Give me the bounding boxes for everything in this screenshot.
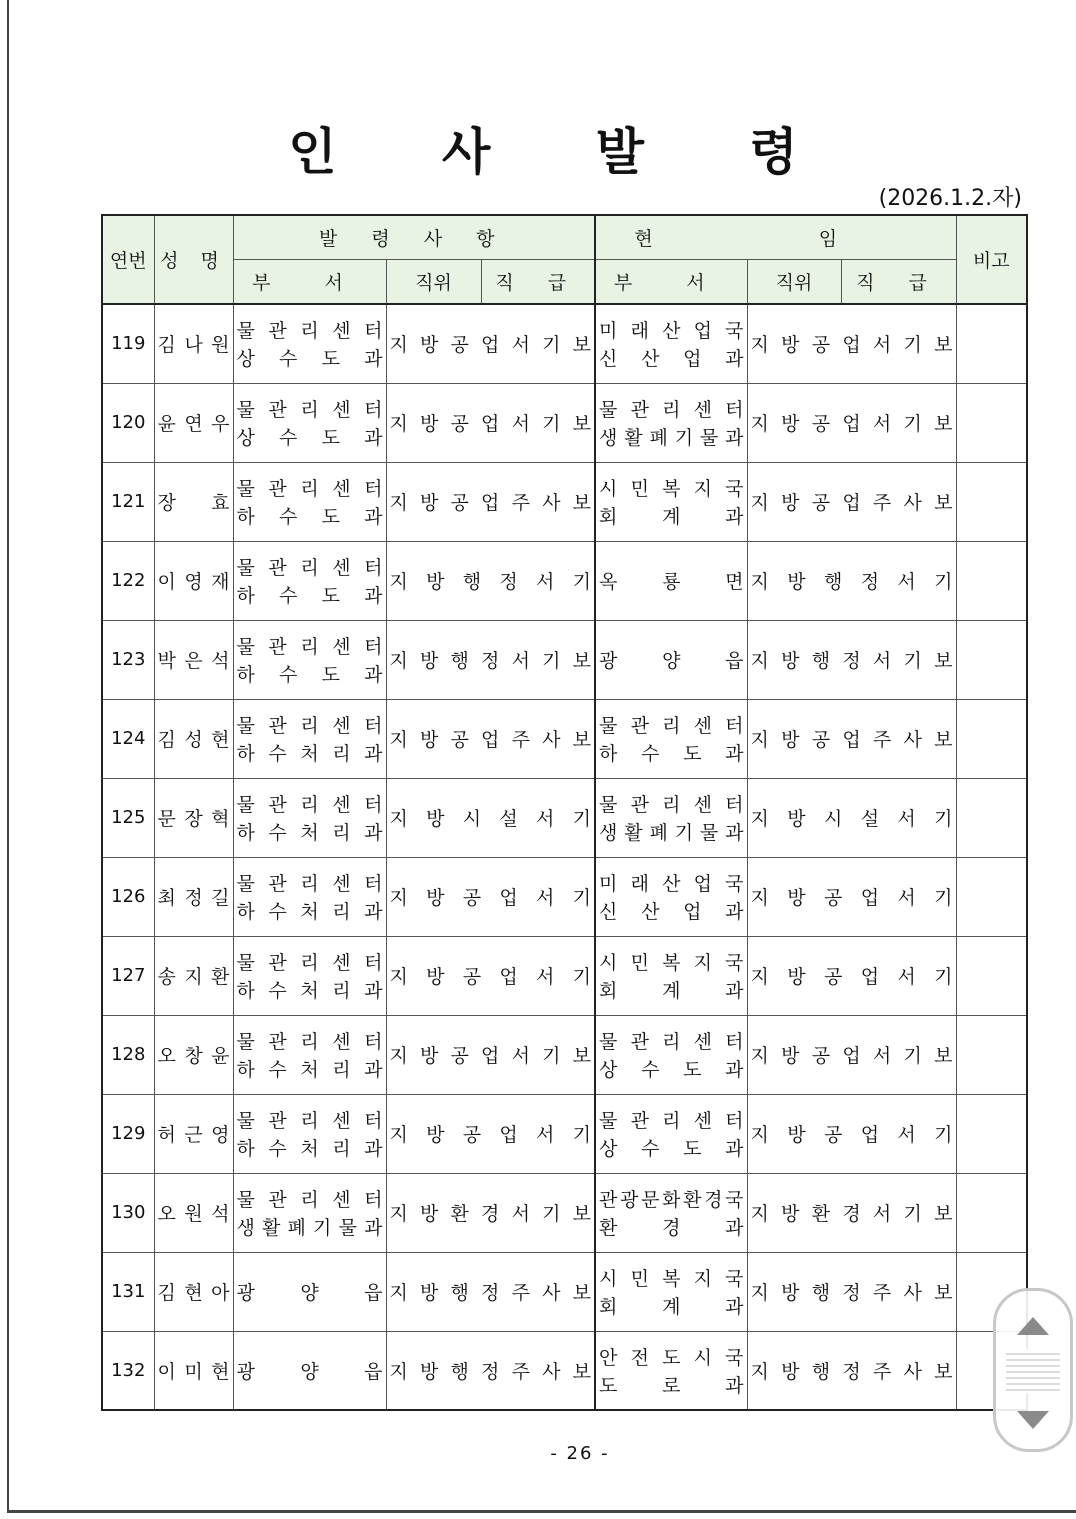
grade-cell [386, 1094, 595, 1173]
distributed-text: 최 정 길 [157, 887, 230, 909]
row-number: 130 [102, 1173, 154, 1252]
table-row [102, 857, 1027, 936]
person-name [154, 1173, 233, 1252]
distributed-text: 지 방 행 정 서 기 보 [750, 650, 953, 672]
header-remarks: 비고 [956, 215, 1027, 304]
distributed-text: 허 근 영 [157, 1124, 230, 1146]
row-number: 132 [102, 1331, 154, 1410]
table-row [102, 620, 1027, 699]
distributed-text: 박 은 석 [157, 650, 230, 672]
distributed-text: 지 방 공 업 서 기 보 [750, 413, 953, 435]
table-row [102, 462, 1027, 541]
person-name [154, 304, 233, 383]
grade-cell [747, 857, 956, 936]
distributed-text: 지 방 공 업 서 기 보 [389, 1045, 591, 1067]
distributed-text: 하 수 도 과 [236, 506, 383, 528]
row-number: 129 [102, 1094, 154, 1173]
distributed-text: 하 수 처 리 과 [236, 980, 383, 1002]
dept-cell [233, 857, 386, 936]
distributed-text: 지 방 공 업 서 기 [750, 966, 953, 988]
table-row [102, 1252, 1027, 1331]
grade-cell [386, 1173, 595, 1252]
distributed-text: 지 방 공 업 서 기 [389, 887, 591, 909]
distributed-text: 회 계 과 [599, 980, 744, 1002]
dept-cell [233, 620, 386, 699]
distributed-text: 물 관 리 센 터 [599, 1110, 744, 1132]
distributed-text: 광 양 읍 [236, 1282, 383, 1304]
table-row [102, 1015, 1027, 1094]
distributed-text: 송 지 환 [157, 966, 230, 988]
person-name [154, 936, 233, 1015]
grade-cell [386, 462, 595, 541]
remarks-cell [956, 699, 1027, 778]
grade-cell [386, 1015, 595, 1094]
remarks-cell [956, 541, 1027, 620]
distributed-text: 지 방 시 설 서 기 [750, 808, 953, 830]
header-appointment: 발 령 사 항 [233, 215, 595, 260]
distributed-text: 지 방 행 정 서 기 [389, 571, 591, 593]
grade-cell [747, 778, 956, 857]
distributed-text: 안 전 도 시 국 [599, 1346, 744, 1369]
distributed-text: 물 관 리 센 터 [599, 399, 744, 421]
header-new-position: 직위 [386, 260, 481, 305]
grade-cell [747, 1173, 956, 1252]
distributed-text: 관 광 문 화 환 경 국 [599, 1189, 744, 1211]
distributed-text: 물 관 리 센 터 [599, 794, 744, 816]
distributed-text: 상 수 도 과 [599, 1059, 744, 1081]
person-name [154, 699, 233, 778]
distributed-text: 신 산 업 과 [599, 901, 744, 923]
scroll-grip[interactable] [1006, 1349, 1060, 1393]
grade-cell [747, 541, 956, 620]
row-number: 119 [102, 304, 154, 383]
dept-cell [595, 620, 747, 699]
grade-cell [747, 936, 956, 1015]
distributed-text: 이 미 현 [157, 1360, 230, 1383]
distributed-text: 옥 룡 면 [599, 571, 744, 593]
person-name [154, 1331, 233, 1410]
distributed-text: 물 관 리 센 터 [236, 1110, 383, 1132]
distributed-text: 김 현 아 [157, 1282, 230, 1304]
distributed-text: 지 방 공 업 서 기 [750, 887, 953, 909]
distributed-text: 지 방 공 업 서 기 보 [389, 334, 591, 357]
dept-cell [595, 1331, 747, 1410]
person-name [154, 857, 233, 936]
remarks-cell [956, 383, 1027, 462]
distributed-text: 상 수 도 과 [236, 348, 383, 371]
dept-cell [233, 462, 386, 541]
row-number: 123 [102, 620, 154, 699]
distributed-text: 지 방 공 업 서 기 [389, 1124, 591, 1146]
distributed-text: 하 수 처 리 과 [236, 901, 383, 923]
grade-cell [386, 1252, 595, 1331]
remarks-cell [956, 1094, 1027, 1173]
grade-cell [747, 1252, 956, 1331]
person-name [154, 541, 233, 620]
distributed-text: 물 관 리 센 터 [236, 399, 383, 421]
table-row [102, 778, 1027, 857]
grade-cell [747, 304, 956, 383]
distributed-text: 물 관 리 센 터 [236, 952, 383, 974]
distributed-text: 시 민 복 지 국 [599, 478, 744, 500]
header-cur-grade: 직 급 [841, 260, 956, 305]
distributed-text: 물 관 리 센 터 [236, 794, 383, 816]
header-current: 현 임 [595, 215, 956, 260]
distributed-text: 물 관 리 센 터 [236, 320, 383, 343]
table-row [102, 1094, 1027, 1173]
distributed-text: 지 방 시 설 서 기 [389, 808, 591, 830]
distributed-text: 회 계 과 [599, 506, 744, 528]
dept-cell [595, 857, 747, 936]
dept-cell [595, 1252, 747, 1331]
person-name [154, 620, 233, 699]
distributed-text: 미 래 산 업 국 [599, 873, 744, 895]
dept-cell [233, 1015, 386, 1094]
distributed-text: 물 관 리 센 터 [236, 1031, 383, 1053]
grade-cell [386, 778, 595, 857]
grade-cell [386, 1331, 595, 1410]
distributed-text: 지 방 공 업 주 사 보 [389, 729, 591, 751]
dept-cell [233, 383, 386, 462]
dept-cell [595, 1015, 747, 1094]
distributed-text: 시 민 복 지 국 [599, 1268, 744, 1290]
grade-cell [386, 383, 595, 462]
distributed-text: 생 활 폐 기 물 과 [599, 427, 744, 449]
table-row [102, 699, 1027, 778]
row-number: 122 [102, 541, 154, 620]
remarks-cell [956, 936, 1027, 1015]
remarks-cell [956, 1015, 1027, 1094]
dept-cell [233, 1094, 386, 1173]
distributed-text: 미 래 산 업 국 [599, 320, 744, 343]
row-number: 120 [102, 383, 154, 462]
remarks-cell [956, 304, 1027, 383]
distributed-text: 지 방 행 정 주 사 보 [750, 1282, 953, 1304]
distributed-text: 하 수 처 리 과 [236, 822, 383, 844]
distributed-text: 지 방 행 정 주 사 보 [389, 1360, 591, 1383]
distributed-text: 지 방 환 경 서 기 보 [389, 1203, 591, 1225]
issue-date: (2026.1.2.자) [878, 186, 1022, 211]
distributed-text: 지 방 공 업 서 기 보 [750, 334, 953, 357]
distributed-text: 문 장 혁 [157, 808, 230, 830]
header-name: 성 명 [154, 215, 233, 304]
person-name [154, 383, 233, 462]
distributed-text: 회 계 과 [599, 1296, 744, 1318]
dept-cell [595, 383, 747, 462]
remarks-cell [956, 1173, 1027, 1252]
distributed-text: 도 로 과 [599, 1374, 744, 1397]
page-border [7, 1510, 1076, 1513]
row-number: 124 [102, 699, 154, 778]
dept-cell [595, 1094, 747, 1173]
page-number: - 26 - [550, 1443, 610, 1464]
dept-cell [595, 462, 747, 541]
distributed-text: 하 수 도 과 [236, 585, 383, 607]
distributed-text: 신 산 업 과 [599, 348, 744, 371]
distributed-text: 김 나 원 [157, 334, 230, 357]
distributed-text: 이 영 재 [157, 571, 230, 593]
dept-cell [595, 936, 747, 1015]
distributed-text: 물 관 리 센 터 [236, 715, 383, 737]
grade-cell [747, 462, 956, 541]
distributed-text: 오 창 윤 [157, 1045, 230, 1067]
distributed-text: 광 양 읍 [599, 650, 744, 672]
dept-cell [233, 936, 386, 1015]
distributed-text: 물 관 리 센 터 [236, 636, 383, 658]
distributed-text: 지 방 공 업 서 기 보 [389, 413, 591, 435]
distributed-text: 물 관 리 센 터 [599, 1031, 744, 1053]
remarks-cell [956, 857, 1027, 936]
distributed-text: 지 방 행 정 서 기 [750, 571, 953, 593]
table-row [102, 541, 1027, 620]
grade-cell [386, 936, 595, 1015]
distributed-text: 생 활 폐 기 물 과 [599, 822, 744, 844]
distributed-text: 지 방 공 업 주 사 보 [389, 492, 591, 514]
distributed-text: 하 수 도 과 [599, 743, 744, 765]
grade-cell [386, 620, 595, 699]
dept-cell [595, 699, 747, 778]
arrow-down-icon[interactable] [1017, 1411, 1049, 1429]
row-number: 127 [102, 936, 154, 1015]
grade-cell [386, 699, 595, 778]
header-num: 연번 [102, 215, 154, 304]
personnel-table [101, 214, 1028, 1411]
distributed-text: 물 관 리 센 터 [599, 715, 744, 737]
table-row [102, 304, 1027, 383]
person-name [154, 1252, 233, 1331]
grade-cell [747, 1331, 956, 1410]
distributed-text: 물 관 리 센 터 [236, 1189, 383, 1211]
grade-cell [747, 1094, 956, 1173]
grade-cell [386, 541, 595, 620]
distributed-text: 윤 연 우 [157, 413, 230, 435]
distributed-text: 지 방 공 업 주 사 보 [750, 729, 953, 751]
grade-cell [747, 383, 956, 462]
dept-cell [595, 304, 747, 383]
distributed-text: 지 방 행 정 서 기 보 [389, 650, 591, 672]
grade-cell [747, 620, 956, 699]
table-row [102, 383, 1027, 462]
arrow-up-icon[interactable] [1017, 1317, 1049, 1335]
distributed-text: 지 방 공 업 주 사 보 [750, 492, 953, 514]
grade-cell [386, 857, 595, 936]
page-title: 인 사 발 령 [288, 123, 842, 181]
distributed-text: 상 수 도 과 [236, 427, 383, 449]
dept-cell [595, 1173, 747, 1252]
header-cur-dept: 부 서 [595, 260, 747, 305]
page-border [7, 0, 9, 1512]
table-row [102, 1331, 1027, 1410]
dept-cell [233, 541, 386, 620]
dept-cell [595, 541, 747, 620]
distributed-text: 김 성 현 [157, 729, 230, 751]
person-name [154, 778, 233, 857]
dept-cell [233, 304, 386, 383]
dept-cell [233, 1252, 386, 1331]
header-new-grade: 직 급 [481, 260, 595, 305]
grade-cell [747, 1015, 956, 1094]
distributed-text: 물 관 리 센 터 [236, 873, 383, 895]
distributed-text: 장 효 [157, 492, 230, 514]
header-cur-position: 직위 [747, 260, 841, 305]
distributed-text: 물 관 리 센 터 [236, 478, 383, 500]
row-number: 131 [102, 1252, 154, 1331]
distributed-text: 하 수 처 리 과 [236, 1059, 383, 1081]
distributed-text: 하 수 처 리 과 [236, 743, 383, 765]
grade-cell [386, 304, 595, 383]
distributed-text: 물 관 리 센 터 [236, 557, 383, 579]
distributed-text: 시 민 복 지 국 [599, 952, 744, 974]
row-number: 126 [102, 857, 154, 936]
grade-cell [747, 699, 956, 778]
remarks-cell [956, 778, 1027, 857]
distributed-text: 지 방 공 업 서 기 [389, 966, 591, 988]
distributed-text: 지 방 환 경 서 기 보 [750, 1203, 953, 1225]
dept-cell [233, 699, 386, 778]
distributed-text: 지 방 행 정 주 사 보 [750, 1360, 953, 1383]
distributed-text: 오 원 석 [157, 1203, 230, 1225]
scroll-widget[interactable] [993, 1288, 1073, 1452]
person-name [154, 1094, 233, 1173]
dept-cell [233, 778, 386, 857]
person-name [154, 1015, 233, 1094]
table-row [102, 936, 1027, 1015]
distributed-text: 광 양 읍 [236, 1360, 383, 1383]
row-number: 125 [102, 778, 154, 857]
distributed-text: 지 방 공 업 서 기 [750, 1124, 953, 1146]
person-name [154, 462, 233, 541]
dept-cell [233, 1173, 386, 1252]
distributed-text: 지 방 공 업 서 기 보 [750, 1045, 953, 1067]
distributed-text: 지 방 행 정 주 사 보 [389, 1282, 591, 1304]
distributed-text: 생 활 폐 기 물 과 [236, 1217, 383, 1239]
dept-cell [595, 778, 747, 857]
header-new-dept: 부 서 [233, 260, 386, 305]
distributed-text: 환 경 과 [599, 1217, 744, 1239]
row-number: 128 [102, 1015, 154, 1094]
dept-cell [233, 1331, 386, 1410]
remarks-cell [956, 620, 1027, 699]
distributed-text: 하 수 도 과 [236, 664, 383, 686]
distributed-text: 하 수 처 리 과 [236, 1138, 383, 1160]
row-number: 121 [102, 462, 154, 541]
distributed-text: 상 수 도 과 [599, 1138, 744, 1160]
remarks-cell [956, 462, 1027, 541]
table-row [102, 1173, 1027, 1252]
